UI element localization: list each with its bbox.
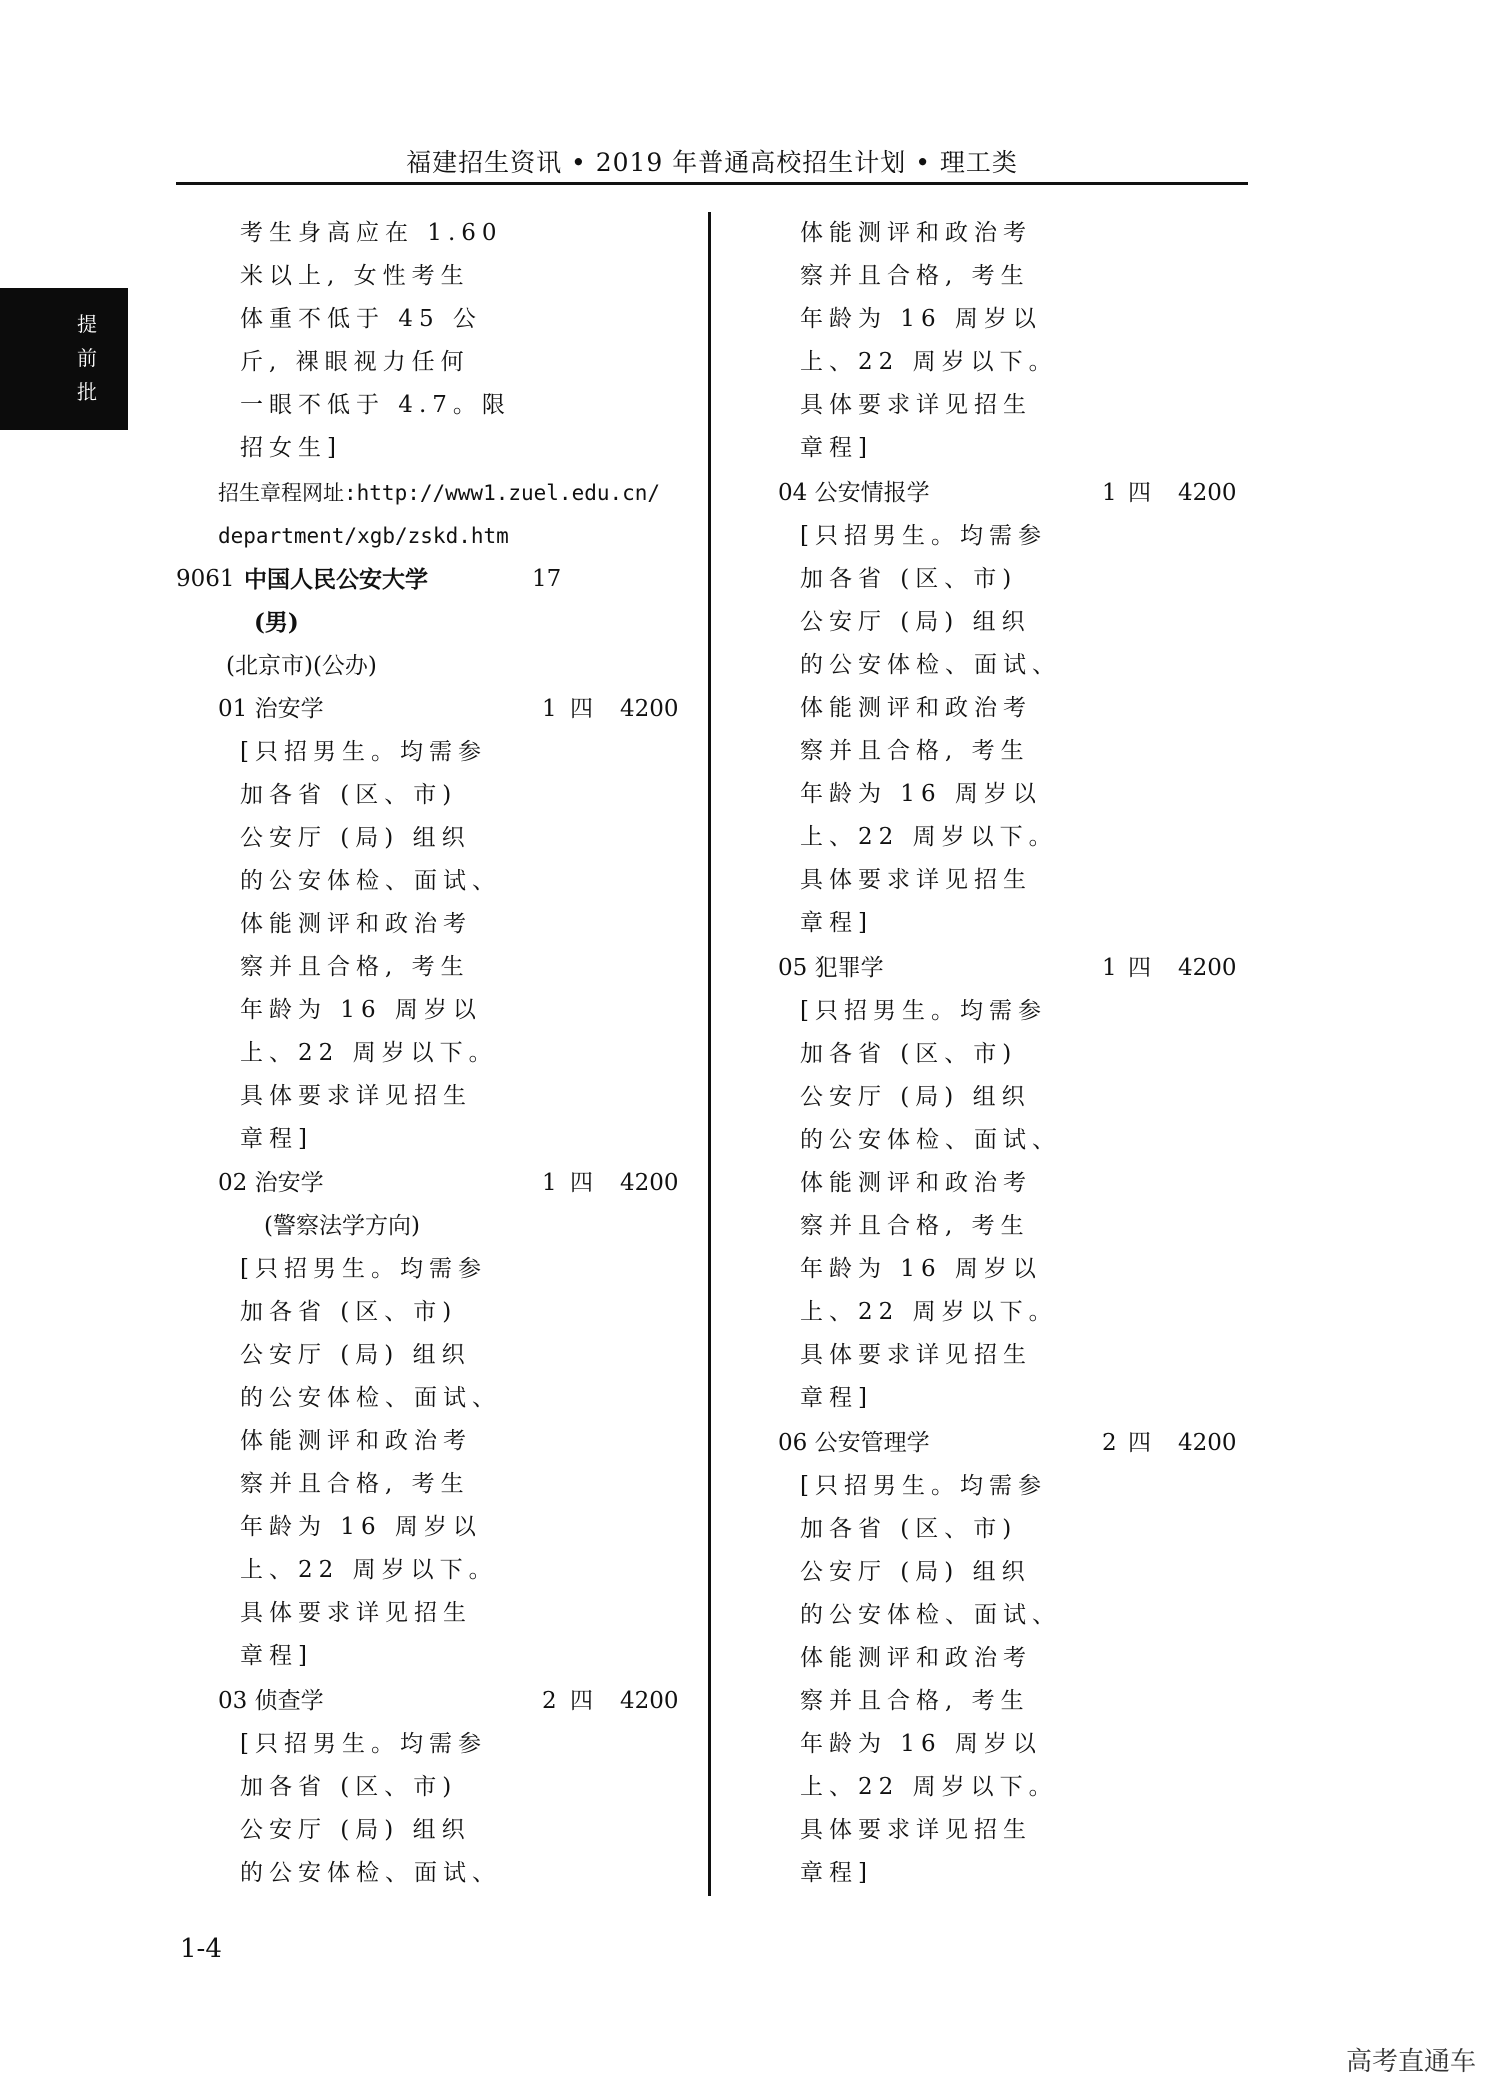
major-fee: 4200 xyxy=(620,1688,679,1714)
note-line: 公安厅 (局) 组织 xyxy=(240,1342,471,1368)
note-line: 年龄为 16 周岁以 xyxy=(800,781,1042,807)
note-line: 上、22 周岁以下。 xyxy=(800,349,1058,375)
note-line: 公安厅 (局) 组织 xyxy=(800,1559,1031,1585)
note-line: 察并且合格, 考生 xyxy=(240,954,470,980)
note-line: 体能测评和政治考 xyxy=(240,911,472,937)
note-line: 章程] xyxy=(800,1860,873,1886)
note-line: 察并且合格, 考生 xyxy=(800,263,1030,289)
school-plan-count: 17 xyxy=(532,566,562,592)
note-line: 的公安体检、面试、 xyxy=(240,1385,501,1411)
note-line: 公安厅 (局) 组织 xyxy=(800,1084,1031,1110)
major-years: 四 xyxy=(1128,1430,1151,1456)
note-line: 察并且合格, 考生 xyxy=(800,1213,1030,1239)
major-plan: 2 xyxy=(1102,1430,1117,1456)
note-line: 具体要求详见招生 xyxy=(800,392,1032,418)
note-line: 的公安体检、面试、 xyxy=(800,1602,1061,1628)
watermark-text: 高考直通车 xyxy=(1345,2047,1476,2077)
note-line: 上、22 周岁以下。 xyxy=(240,1040,498,1066)
major-years: 四 xyxy=(570,1688,593,1714)
school-name: 中国人民公安大学 xyxy=(244,566,428,593)
school-name-suffix: (男) xyxy=(254,609,299,636)
major-plan: 1 xyxy=(1102,955,1117,981)
major-fee: 4200 xyxy=(620,696,679,722)
note-line: 体能测评和政治考 xyxy=(800,695,1032,721)
note-line: 一眼不低于 4.7。限 xyxy=(240,392,511,418)
major-code-name: 01 治安学 xyxy=(218,696,324,722)
note-line: 加各省 (区、市) xyxy=(800,1041,1018,1067)
column-divider xyxy=(708,212,711,1896)
note-line: [只招男生。均需参 xyxy=(800,523,1047,549)
school-location: (北京市)(公办) xyxy=(226,653,377,679)
note-line: 加各省 (区、市) xyxy=(240,1774,458,1800)
note-line: [只招男生。均需参 xyxy=(800,998,1047,1024)
page-number: 1-4 xyxy=(180,1934,222,1964)
major-code-name: 03 侦查学 xyxy=(218,1688,324,1714)
note-line: 年龄为 16 周岁以 xyxy=(800,306,1042,332)
major-years: 四 xyxy=(570,1170,593,1196)
note-line: 察并且合格, 考生 xyxy=(800,1688,1030,1714)
major-fee: 4200 xyxy=(620,1170,679,1196)
note-line: 具体要求详见招生 xyxy=(240,1600,472,1626)
major-years: 四 xyxy=(1128,480,1151,506)
note-line: 招女生] xyxy=(240,435,342,461)
note-line: 米以上, 女性考生 xyxy=(240,263,470,289)
note-line: 年龄为 16 周岁以 xyxy=(240,997,482,1023)
major-subtitle: (警察法学方向) xyxy=(264,1213,420,1239)
major-code-name: 04 公安情报学 xyxy=(778,480,930,506)
note-line: 斤, 裸眼视力任何 xyxy=(240,349,470,375)
major-fee: 4200 xyxy=(1178,955,1237,981)
note-line: 考生身高应在 1.60 xyxy=(240,220,503,246)
note-line: 公安厅 (局) 组织 xyxy=(800,609,1031,635)
major-code-name: 05 犯罪学 xyxy=(778,955,884,981)
note-line: 加各省 (区、市) xyxy=(800,1516,1018,1542)
major-fee: 4200 xyxy=(1178,480,1237,506)
admission-url-line: department/xgb/zskd.htm xyxy=(218,524,509,548)
note-line: 章程] xyxy=(800,435,873,461)
school-code: 9061 xyxy=(176,566,235,592)
note-line: 的公安体检、面试、 xyxy=(240,1860,501,1886)
note-line: 具体要求详见招生 xyxy=(800,1342,1032,1368)
note-line: 年龄为 16 周岁以 xyxy=(800,1731,1042,1757)
note-line: 察并且合格, 考生 xyxy=(800,738,1030,764)
admission-url-line: 招生章程网址:http://www1.zuel.edu.cn/ xyxy=(218,481,661,505)
note-line: [只招男生。均需参 xyxy=(240,1256,487,1282)
note-line: [只招男生。均需参 xyxy=(800,1473,1047,1499)
major-code-name: 06 公安管理学 xyxy=(778,1430,930,1456)
major-plan: 2 xyxy=(542,1688,557,1714)
note-line: 加各省 (区、市) xyxy=(240,782,458,808)
major-plan: 1 xyxy=(542,1170,557,1196)
major-fee: 4200 xyxy=(1178,1430,1237,1456)
note-line: 体能测评和政治考 xyxy=(240,1428,472,1454)
note-line: 章程] xyxy=(240,1643,313,1669)
note-line: 上、22 周岁以下。 xyxy=(240,1557,498,1583)
note-line: 体能测评和政治考 xyxy=(800,1645,1032,1671)
note-line: 体重不低于 45 公 xyxy=(240,306,482,332)
note-line: [只招男生。均需参 xyxy=(240,739,487,765)
note-line: 年龄为 16 周岁以 xyxy=(800,1256,1042,1282)
major-years: 四 xyxy=(570,696,593,722)
note-line: 上、22 周岁以下。 xyxy=(800,1299,1058,1325)
note-line: 察并且合格, 考生 xyxy=(240,1471,470,1497)
note-line: 公安厅 (局) 组织 xyxy=(240,1817,471,1843)
side-tab-char: 批 xyxy=(77,380,97,404)
note-line: [只招男生。均需参 xyxy=(240,1731,487,1757)
major-years: 四 xyxy=(1128,955,1151,981)
note-line: 具体要求详见招生 xyxy=(800,867,1032,893)
note-line: 的公安体检、面试、 xyxy=(240,868,501,894)
major-plan: 1 xyxy=(1102,480,1117,506)
major-plan: 1 xyxy=(542,696,557,722)
note-line: 体能测评和政治考 xyxy=(800,1170,1032,1196)
note-line: 体能测评和政治考 xyxy=(800,220,1032,246)
note-line: 加各省 (区、市) xyxy=(240,1299,458,1325)
note-line: 公安厅 (局) 组织 xyxy=(240,825,471,851)
note-line: 章程] xyxy=(800,910,873,936)
note-line: 的公安体检、面试、 xyxy=(800,1127,1061,1153)
note-line: 加各省 (区、市) xyxy=(800,566,1018,592)
section-side-tab xyxy=(0,288,128,430)
note-line: 章程] xyxy=(240,1126,313,1152)
note-line: 章程] xyxy=(800,1385,873,1411)
page-header-title: 福建招生资讯 • 2019 年普通高校招生计划 • 理工类 xyxy=(406,148,1018,177)
header-divider xyxy=(176,182,1248,185)
major-code-name: 02 治安学 xyxy=(218,1170,324,1196)
note-line: 具体要求详见招生 xyxy=(800,1817,1032,1843)
note-line: 年龄为 16 周岁以 xyxy=(240,1514,482,1540)
side-tab-char: 前 xyxy=(77,346,97,370)
note-line: 上、22 周岁以下。 xyxy=(800,824,1058,850)
note-line: 具体要求详见招生 xyxy=(240,1083,472,1109)
note-line: 的公安体检、面试、 xyxy=(800,652,1061,678)
side-tab-char: 提 xyxy=(77,312,97,336)
note-line: 上、22 周岁以下。 xyxy=(800,1774,1058,1800)
